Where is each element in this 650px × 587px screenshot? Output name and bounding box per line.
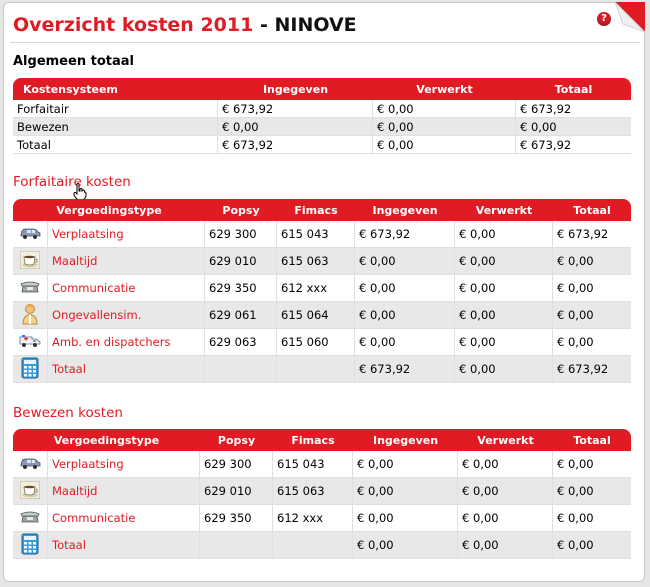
cell-totaal: € 673,92 — [553, 221, 631, 248]
cell-kostensysteem: Totaal — [13, 136, 218, 154]
row-icon-cell — [13, 221, 48, 248]
vergoedingstype-link[interactable]: Maaltijd — [52, 484, 98, 498]
row-icon-cell — [13, 275, 48, 302]
title-divider — [10, 42, 640, 43]
person-icon — [21, 303, 39, 328]
cell-ingegeven: € 0,00 — [355, 329, 455, 356]
page-curl-icon — [615, 2, 645, 32]
column-header: Ingegeven — [353, 429, 458, 451]
vergoedingstype-link[interactable]: Maaltijd — [52, 254, 98, 268]
column-header: Ingegeven — [218, 78, 373, 100]
cell-popsy — [200, 532, 273, 559]
cell-vergoedingstype[interactable] — [48, 302, 205, 329]
table-row — [13, 221, 631, 248]
column-header: Verwerkt — [455, 199, 553, 221]
vergoedingstype-link[interactable]: Verplaatsing — [52, 457, 124, 471]
cell-fimacs: 615 063 — [277, 248, 355, 275]
cell-totaal: € 0,00 — [553, 451, 631, 478]
column-header: Totaal — [553, 199, 631, 221]
cell-popsy: 629 061 — [205, 302, 277, 329]
cell-ingegeven: € 673,92 — [355, 221, 455, 248]
cell-ingegeven: € 0,00 — [355, 275, 455, 302]
cell-verwerkt: € 0,00 — [455, 221, 553, 248]
column-header: Kostensysteem — [13, 78, 218, 100]
cell-totaal: € 0,00 — [553, 275, 631, 302]
cell-fimacs: 615 043 — [273, 451, 353, 478]
vergoedingstype-link[interactable]: Totaal — [52, 538, 86, 552]
cell-verwerkt: € 0,00 — [455, 356, 553, 383]
table-row — [13, 532, 631, 559]
cell-totaal: € 0,00 — [516, 118, 631, 136]
cell-ingegeven: € 0,00 — [355, 248, 455, 275]
cell-totaal: € 0,00 — [553, 532, 631, 559]
table-row — [13, 451, 631, 478]
cell-popsy — [205, 356, 277, 383]
row-icon-cell — [13, 532, 48, 559]
vergoedingstype-link[interactable]: Ongevallensim. — [52, 308, 142, 322]
cell-vergoedingstype[interactable] — [48, 532, 200, 559]
row-icon-cell — [13, 248, 48, 275]
column-header: Verwerkt — [458, 429, 553, 451]
bewezen-table — [13, 429, 631, 559]
cell-popsy: 629 300 — [200, 451, 273, 478]
row-icon-cell — [13, 329, 48, 356]
cell-popsy: 629 010 — [205, 248, 277, 275]
cell-totaal: € 673,92 — [553, 356, 631, 383]
cell-popsy: 629 350 — [205, 275, 277, 302]
cell-fimacs: 615 063 — [273, 478, 353, 505]
cell-totaal: € 673,92 — [516, 100, 631, 118]
cell-vergoedingstype[interactable] — [48, 221, 205, 248]
vergoedingstype-link[interactable]: Verplaatsing — [52, 227, 124, 241]
cell-totaal: € 0,00 — [553, 478, 631, 505]
section-heading-forfaitair: Forfaitaire kosten — [13, 174, 131, 190]
help-icon[interactable]: ? — [597, 12, 611, 26]
cell-totaal: € 0,00 — [553, 248, 631, 275]
cell-verwerkt: € 0,00 — [373, 118, 516, 136]
cell-kostensysteem: Bewezen — [13, 118, 218, 136]
algemeen-table — [13, 78, 631, 154]
table-row — [13, 118, 631, 136]
cell-totaal: € 0,00 — [553, 329, 631, 356]
cell-verwerkt: € 0,00 — [373, 100, 516, 118]
row-icon-cell — [13, 505, 48, 532]
cell-vergoedingstype[interactable] — [48, 248, 205, 275]
cell-verwerkt: € 0,00 — [455, 275, 553, 302]
table-row — [13, 100, 631, 118]
row-icon-cell — [13, 356, 48, 383]
cell-verwerkt: € 0,00 — [458, 451, 553, 478]
row-icon-cell — [13, 478, 48, 505]
vergoedingstype-link[interactable]: Totaal — [52, 362, 86, 376]
cell-popsy: 629 300 — [205, 221, 277, 248]
column-header: Ingegeven — [355, 199, 455, 221]
cell-fimacs: 612 xxx — [277, 275, 355, 302]
table-row — [13, 505, 631, 532]
cell-vergoedingstype[interactable] — [48, 478, 200, 505]
column-header: Popsy — [205, 199, 277, 221]
cell-popsy: 629 010 — [200, 478, 273, 505]
table-row — [13, 248, 631, 275]
cell-fimacs: 615 043 — [277, 221, 355, 248]
cell-kostensysteem: Forfaitair — [13, 100, 218, 118]
cell-ingegeven: € 673,92 — [355, 356, 455, 383]
page-title — [13, 14, 357, 36]
cell-fimacs — [273, 532, 353, 559]
page-title-location: NINOVE — [274, 14, 357, 36]
cell-vergoedingstype[interactable] — [48, 329, 205, 356]
coffee-cup-icon — [20, 481, 40, 502]
column-header: Vergoedingstype — [13, 429, 200, 451]
cell-verwerkt: € 0,00 — [455, 302, 553, 329]
cell-verwerkt: € 0,00 — [458, 505, 553, 532]
cell-popsy: 629 350 — [200, 505, 273, 532]
cell-ingegeven: € 0,00 — [353, 505, 458, 532]
telephone-icon — [20, 280, 40, 297]
cell-ingegeven: € 0,00 — [218, 118, 373, 136]
coffee-cup-icon — [20, 251, 40, 272]
table-row — [13, 275, 631, 302]
vergoedingstype-link[interactable]: Communicatie — [52, 511, 136, 525]
column-header: Fimacs — [277, 199, 355, 221]
cell-vergoedingstype[interactable] — [48, 356, 205, 383]
cell-fimacs: 612 xxx — [273, 505, 353, 532]
forfaitair-table — [13, 199, 631, 383]
vergoedingstype-link[interactable]: Communicatie — [52, 281, 136, 295]
section-heading-bewezen: Bewezen kosten — [13, 405, 123, 421]
section-heading-algemeen: Algemeen totaal — [13, 54, 134, 69]
column-header: Popsy — [200, 429, 273, 451]
cell-ingegeven: € 0,00 — [353, 451, 458, 478]
table-row — [13, 136, 631, 154]
cell-verwerkt: € 0,00 — [373, 136, 516, 154]
car-icon — [19, 456, 41, 473]
cell-vergoedingstype[interactable] — [48, 275, 205, 302]
calculator-icon — [21, 533, 39, 558]
telephone-icon — [20, 510, 40, 527]
cell-totaal: € 673,92 — [516, 136, 631, 154]
cell-ingegeven: € 673,92 — [218, 136, 373, 154]
cell-vergoedingstype[interactable] — [48, 451, 200, 478]
page-title-main: Overzicht kosten 2011 — [13, 14, 254, 36]
cell-vergoedingstype[interactable] — [48, 505, 200, 532]
cell-totaal: € 0,00 — [553, 505, 631, 532]
cell-verwerkt: € 0,00 — [455, 248, 553, 275]
car-icon — [19, 226, 41, 243]
column-header: Fimacs — [273, 429, 353, 451]
cell-ingegeven: € 673,92 — [218, 100, 373, 118]
column-header: Totaal — [553, 429, 631, 451]
column-header: Totaal — [516, 78, 631, 100]
cell-fimacs — [277, 356, 355, 383]
row-icon-cell — [13, 302, 48, 329]
cell-verwerkt: € 0,00 — [458, 478, 553, 505]
table-row — [13, 329, 631, 356]
table-row — [13, 478, 631, 505]
column-header: Verwerkt — [373, 78, 516, 100]
ambulance-icon — [19, 334, 41, 351]
cell-ingegeven: € 0,00 — [353, 478, 458, 505]
page-title-separator: - — [253, 14, 275, 36]
cell-totaal: € 0,00 — [553, 302, 631, 329]
vergoedingstype-link[interactable]: Amb. en dispatchers — [52, 335, 171, 349]
calculator-icon — [21, 357, 39, 382]
cell-ingegeven: € 0,00 — [353, 532, 458, 559]
cell-ingegeven: € 0,00 — [355, 302, 455, 329]
cell-fimacs: 615 064 — [277, 302, 355, 329]
cell-verwerkt: € 0,00 — [455, 329, 553, 356]
cell-verwerkt: € 0,00 — [458, 532, 553, 559]
cell-popsy: 629 063 — [205, 329, 277, 356]
cell-fimacs: 615 060 — [277, 329, 355, 356]
table-row — [13, 356, 631, 383]
row-icon-cell — [13, 451, 48, 478]
table-row — [13, 302, 631, 329]
column-header: Vergoedingstype — [13, 199, 205, 221]
